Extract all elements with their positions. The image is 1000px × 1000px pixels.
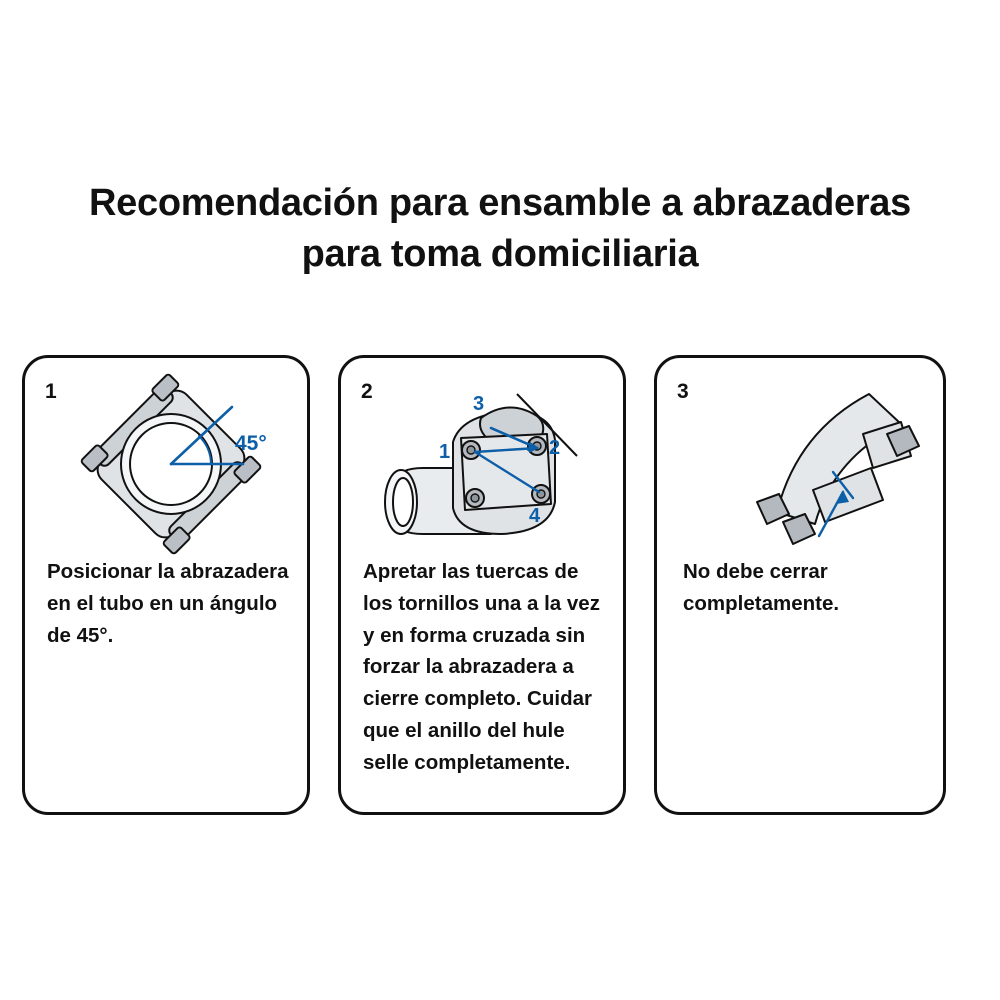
bolt-label-2: 2	[549, 437, 561, 459]
step-caption-3: No debe cerrar completamente.	[683, 560, 840, 615]
clamp-bolt-tightening-sequence-figure	[341, 372, 623, 562]
angle-label-45: 45°	[235, 432, 267, 455]
page-title-line-2: para toma domiciliaria	[301, 233, 699, 276]
step-card-2	[338, 355, 626, 815]
step-card-1	[22, 355, 310, 815]
bolt-label-3: 3	[473, 393, 485, 415]
step-card-3	[654, 355, 946, 815]
page-title-line-1: Recomendación para ensamble a abrazaderas	[89, 182, 911, 224]
step-caption-1: Posicionar la abrazadera en el tubo en un ángulo de 45°.	[47, 560, 289, 647]
bolt-label-4: 4	[529, 505, 541, 527]
step-number-2: 2	[361, 380, 373, 403]
step-number-3: 3	[677, 380, 689, 403]
steps-container	[22, 355, 978, 815]
step-number-1: 1	[45, 380, 57, 403]
page-title	[0, 178, 1000, 281]
bolt-label-1: 1	[439, 441, 451, 463]
step-caption-2: Apretar las tuercas de los tornillos una a la vez y en forma cruzada sin forzar la abrazadera a cierre completo. Cuidar que el anillo del hule selle completamente.	[363, 560, 600, 774]
clamp-top-view-45-degrees-figure	[25, 372, 307, 562]
clamp-gap-detail-figure	[657, 372, 943, 562]
